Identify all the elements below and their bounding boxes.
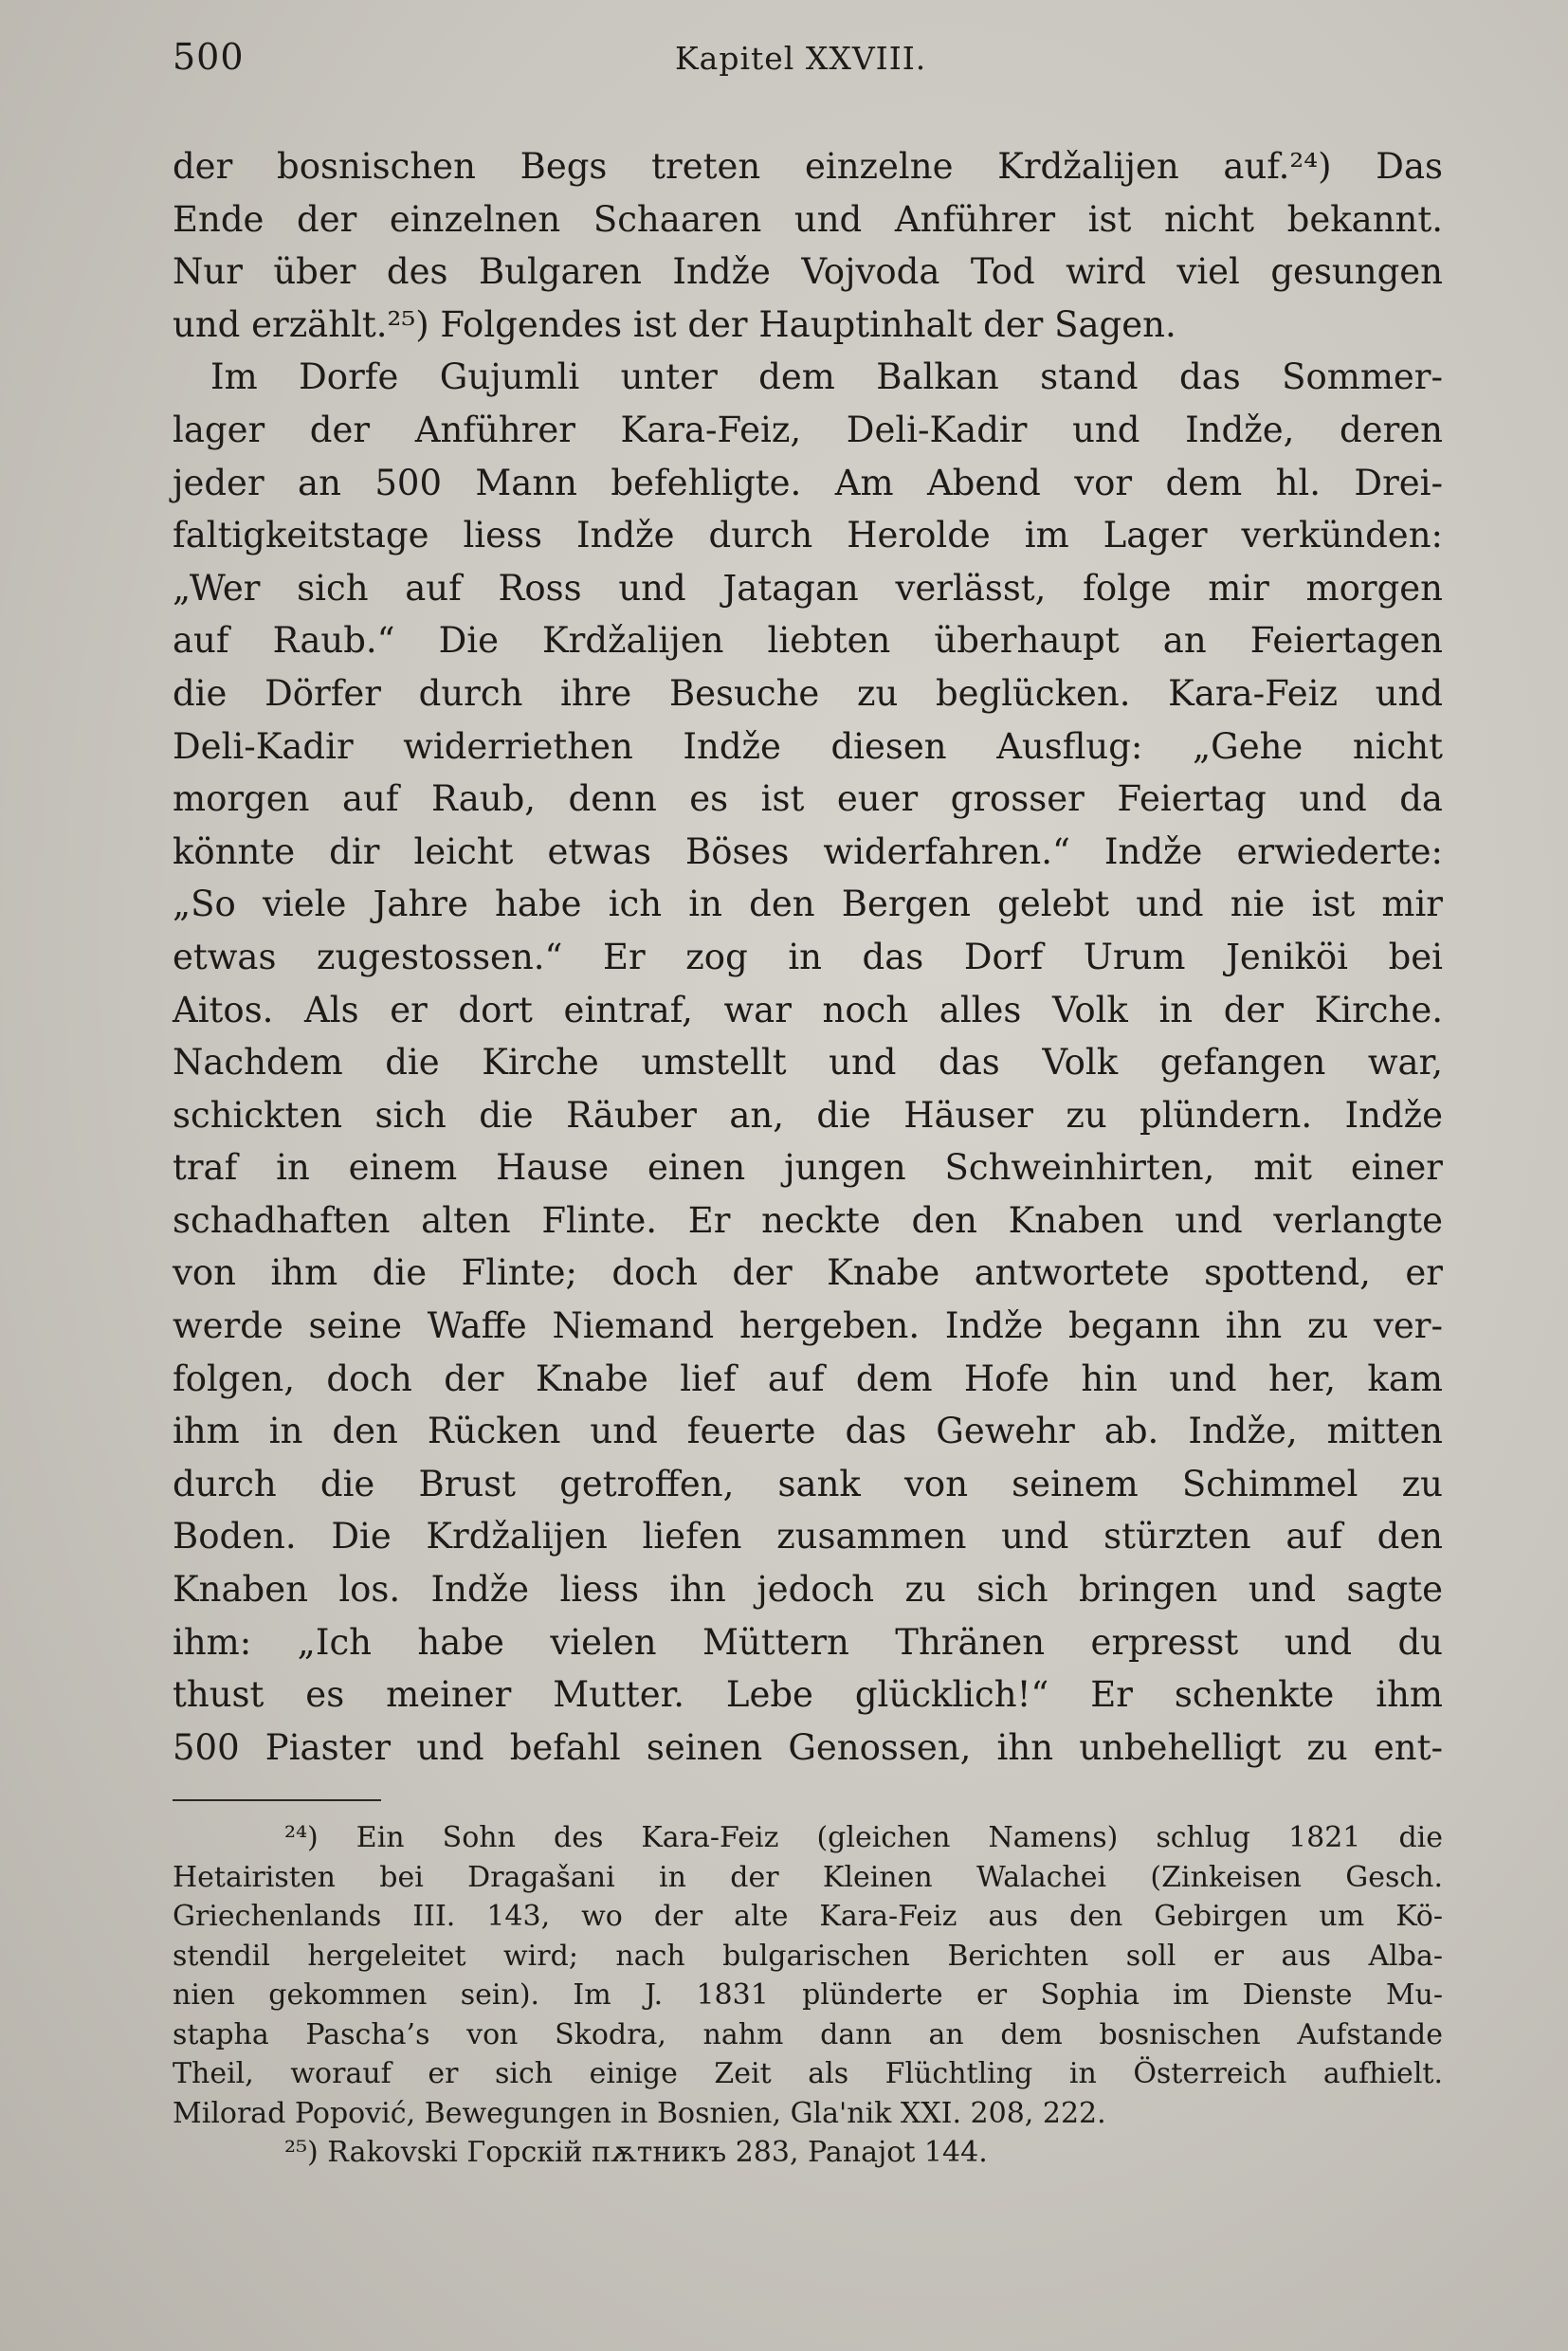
footnote-line: Griechenlands III. 143, wo der alte Kara-Feiz aus den Gebirgen um Kö-: [173, 1900, 1443, 1933]
text-line: etwas zugestossen.“ Er zog in das Dorf Urum Jeniköi bei: [173, 936, 1443, 977]
text-line: jeder an 500 Mann befehligte. Am Abend vor dem hl. Drei-: [173, 462, 1443, 503]
text-line: der bosnischen Begs treten einzelne Krdžalijen auf.²⁴) Das: [173, 146, 1443, 187]
text-line: thust es meiner Mutter. Lebe glücklich!“ Er schenkte ihm: [173, 1674, 1443, 1716]
text-line: Ende der einzelnen Schaaren und Anführer ist nicht bekannt.: [173, 198, 1443, 240]
footnote-line: Milorad Popović, Bewegungen in Bosnien, Gla'nik XXI. 208, 222.: [173, 2096, 1106, 2130]
text-line: traf in einem Hause einen jungen Schweinhirten, mit einer: [173, 1147, 1443, 1189]
text-line: ihm: „Ich habe vielen Müttern Thränen erpresst und du: [173, 1621, 1443, 1663]
footnote-line: nien gekommen sein). Im J. 1831 plünderte er Sophia im Dienste Mu-: [173, 1978, 1443, 2012]
footnotes: [173, 1818, 1443, 2173]
text-line: Nur über des Bulgaren Indže Vojvoda Tod wird viel gesungen: [173, 251, 1443, 293]
text-line: werde seine Waffe Niemand hergeben. Indže begann ihn zu ver-: [173, 1305, 1443, 1347]
text-line: Deli-Kadir widerriethen Indže diesen Ausflug: „Gehe nicht: [173, 725, 1443, 767]
text-line: morgen auf Raub, denn es ist euer grosser Feiertag und da: [173, 778, 1443, 820]
page-number: 500: [173, 36, 245, 78]
text-line: Aitos. Als er dort eintraf, war noch alles Volk in der Kirche.: [173, 989, 1443, 1030]
text-line: die Dörfer durch ihre Besuche zu beglücken. Kara-Feiz und: [173, 672, 1443, 714]
text-line: Nachdem die Kirche umstellt und das Volk gefangen war,: [173, 1042, 1443, 1084]
text-line: und erzählt.²⁵) Folgendes ist der Hauptinhalt der Sagen.: [173, 303, 1176, 345]
text-line: „So viele Jahre habe ich in den Bergen gelebt und nie ist mir: [173, 884, 1443, 925]
footnote-line: stendil hergeleitet wird; nach bulgarischen Berichten soll er aus Alba-: [173, 1939, 1443, 1973]
text-line: faltigkeitstage liess Indže durch Herolde im Lager verkünden:: [173, 515, 1443, 556]
running-title: Kapitel XXVIII.: [675, 40, 927, 77]
text-line: folgen, doch der Knabe lief auf dem Hofe hin und her, kam: [173, 1358, 1443, 1399]
main-text: [173, 140, 1443, 1774]
text-line: ihm in den Rücken und feuerte das Gewehr ab. Indže, mitten: [173, 1411, 1443, 1452]
text-line: Im Dorfe Gujumli unter dem Balkan stand das Sommer-: [210, 356, 1443, 398]
text-line: schadhaften alten Flinte. Er neckte den Knaben und verlangte: [173, 1199, 1443, 1241]
footnote-line: ²⁴) Ein Sohn des Kara-Feiz (gleichen Namens) schlug 1821 die: [284, 1821, 1443, 1854]
text-line: könnte dir leicht etwas Böses widerfahren.“ Indže erwiederte:: [173, 830, 1443, 872]
text-line: „Wer sich auf Ross und Jatagan verlässt, folge mir morgen: [173, 567, 1443, 609]
text-line: durch die Brust getroffen, sank von seinem Schimmel zu: [173, 1463, 1443, 1504]
footnote-line: ²⁵) Rakovski Горскій пѫтникъ 283, Panajot 144.: [284, 2136, 988, 2169]
text-line: von ihm die Flinte; doch der Knabe antwortete spottend, er: [173, 1252, 1443, 1294]
text-line: schickten sich die Räuber an, die Häuser zu plündern. Indže: [173, 1094, 1443, 1136]
text-line: Knaben los. Indže liess ihn jedoch zu sich bringen und sagte: [173, 1569, 1443, 1611]
text-line: auf Raub.“ Die Krdžalijen liebten überhaupt an Feiertagen: [173, 620, 1443, 662]
footnote-line: Theil, worauf er sich einige Zeit als Flüchtling in Österreich aufhielt.: [173, 2057, 1443, 2090]
text-line: Boden. Die Krdžalijen liefen zusammen und stürzten auf den: [173, 1516, 1443, 1558]
footnote-line: Hetairisten bei Dragašani in der Kleinen Walachei (Zinkeisen Gesch.: [173, 1860, 1443, 1894]
text-line: 500 Piaster und befahl seinen Genossen, ihn unbehelligt zu ent-: [173, 1726, 1443, 1768]
footnote-divider: [173, 1799, 381, 1801]
footnote-line: stapha Pascha’s von Skodra, nahm dann an dem bosnischen Aufstande: [173, 2017, 1443, 2051]
text-line: lager der Anführer Kara-Feiz, Deli-Kadir und Indže, deren: [173, 409, 1443, 450]
page-header: [173, 36, 1452, 93]
